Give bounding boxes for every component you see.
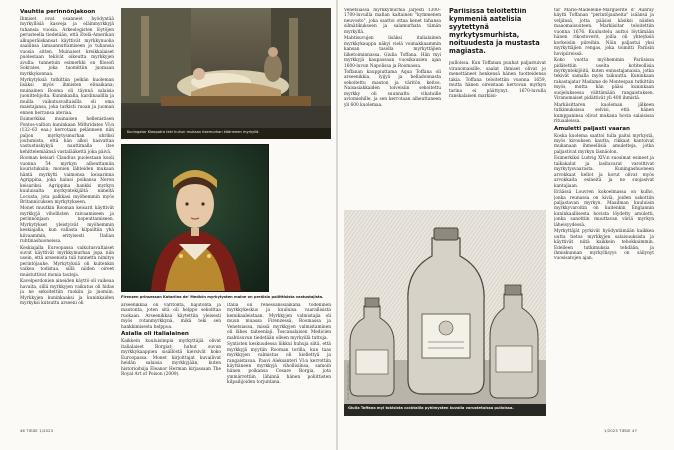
paragraph: Myrkyttäjät pyrkivät hyödyntämään kaikkea uutta tietoa myrkkyjen salaisuuksista ja käyttivät niitä kaikkein tehokkaimmin. Edelleen tutkimuksia tehdään, ja ihmiskunnan myrkyllisyys on säilynyt vuosisatojen ajan. [554,229,654,262]
paragraph: Venetsiassa myrkkymurhia järjesti 1300–1700-luvuilla mafian kaltainen "kymmenen neuvosto", joka saattoi ottaa kenet tahansa silmätikukseen ja salamurhata tämän myrkyllä. [344,8,441,35]
paragraph: Markiisittaren kuoleman jälkeen tutkimuksissa selvisi, että hänen kumppaninsa olivat mukana hovin salaisissa rituaaleissa. [554,102,654,125]
figure-caption: Giulia Toffana myi tokisista cocktailia pyhimysten kuvalla varustetuissa pulloissa. [348,406,514,410]
section-heading: Amuletti paljasti vaaran [554,125,631,132]
cleopatra-painting-image [121,8,331,139]
paragraph: Myrkytyksiä tutkittiin pelkän kuoleman lisäksi myös ihmisten elinaikana; muinainen Rooma oli täynnä salaisia juonittelijoita. Kuninkaalla, kardinaalilla ja muilla vaikutusvaltaisilla oli oma maistajansa, joka tarkisti ruoan ja juoman ennen herransa ateriaa. [20,77,114,116]
pull-quote: Pariisissa teloitettiin kymmeniä aatelisia syytettynä myrkytysmurhista, noituudesta ja mustasta magiasta. [449,8,540,55]
paragraph: tar Marie-Madeleine-Marguerite d' Aubray käytti Toffanan "perintöjauheita" isäänsä ja veljiinsä, jotta pääsisi käsiksi näiden maaomaisuuteen. Markiisitar teloitettiin vuonna 1676. Kuulustelu auttoi löytämään hänen rikostoverit, joilla oli yhteyksiä korkeisiin piireihin. Näin paljastui yksi myrkyttäjien rengas, joka toimitti Pariisin hovipiireissä. [554,8,654,57]
paragraph: Eräässä Louvren kokoelmassa on kulho, jonka reunassa on kiviä, joiden uskottiin paljastavan myrkyn. Maailman kuuluisin myrkkyvaroitin on kuitenkin Englannin kuninkaallisesta hovista löydetty amuletti, jonka sanottiin muuttavan väriä myrkyn läheisyydessä. [554,190,654,228]
figure-caption: Firenzen prinsessan Katariina de' Medicin myrkytysten maine on peräisin poliittisista vastustajista. [121,295,324,299]
paragraph: Kavelperdonien aineiden käyttö oli vaikeaa havaita, sillä myrkkyjen vaikutus oli hidas ja ne sekoitettiin ruokiin ja juomiin. Myrkkyjen kuninkaaksi ja kuninkaiden myrkyksi kutsuttu arseeni oli [20,279,114,307]
medici-portrait [121,144,269,292]
page-number-right: 1/2023 TIEDE 47 [604,429,638,433]
section-heading: Vauhtia perinnönjakoon [20,9,96,15]
paragraph: Esimerkiksi Ludvig XIV:n suosimat esineet ja taikakalut ja lasitavarat varoittivat myrkytysvaarasta. Kuningashuoneen arvokkaat kellot ja korut olivat myös arvokkaita esineitä ja ne suojasivat kantajiaan. [554,156,654,189]
paragraph: arseenikkaa oli väritöntä, hajutonta ja mautonta, joten sitä oli helppo sekoittaa ruokaan. Arseenikkaa käytettiin yleisesti myös rotanmyrkkynä, mikä teki sen hankkimisesta helppoa. [121,303,221,330]
right-column-2 [449,8,546,210]
page-gutter [336,0,338,450]
paragraph: Kaikkein kuuluisimpia myrkyttäjiä olivat italialaiset Borgiat; huhut suvun myrkkykaappien sisällöstä kiersivät koko Euroopassa. Monet kirjoittajat kuvailivat heidän salaisia myrkkyjään, kuten historioitsija Eleanor Herman kirjassaan The Royal Art of Poison (2009). [121,339,221,377]
paragraph: pulloissa. Kun Toffanan puuhat paljastuivat viranomaisille, saalat ihmiset olivat jo menettäneet henkensä hänen tuotteidensa takia. Toffana teloitettiin vuonna 1659, mutta hänen oireistaan kertovan myrkyn tarina ei päättynyt. 1670-luvulla ranskalaisen markiisi- [449,61,546,100]
paragraph: Koska kuolema saattoi tulla paitsi myrkystä, myös kirouksen kautta, rikkaat kantoivat mukanaan ihmeellisiä amuletteja, jotka paljastivat myrkyn läsnäolon. [554,133,654,155]
paragraph: Keskiajalla Euroopassa vaikutusvaltaiset suvut käyttivät myrkkymurhaa jopa niin usein, että arseenista tuli tunnettu nimitys perintöjauhe. Myrkytyksiä oli kuitenkin vaikea todistaa, sillä niiden oireet muistuttivat monia tauteja. [20,245,114,278]
right-column-3 [554,8,654,422]
right-column-1 [344,8,441,210]
photo-credit: Kuvat: Wikimedia Commons [347,363,350,400]
left-column-1 [20,8,114,422]
toffana-bottles-engraving [344,210,546,416]
paragraph: Italia oli renessanssiaikana todellinen myrkkykeskus ja kuuluisa vaarallisista kemikaaleistaan. Myrkkyjen valmistajia oli muun muassa Firenzessä, Roomassa ja Venetsiassa, missä myrkkyjen valmistaminen oli lähes taiteenlaji. Toscanalaisen Medicien mahtisuvun tiedetään olleen myrkyillä tuttuja. [227,303,331,341]
paragraph: Koko vuotta myöhemmin Pariisissa pidätettiin useita kotiteollisia myrkyntekijöitä, kuten ennustajanaisia, jotka tekivät samalla myös taikuutta. Kuninkaan rakastajatar Madame de Montespan tutkittiin myös, mutta hän pääsi kuninkaan suojeluksessa välttämään rangaistuksen. Viranomaiset pidättivät yli 400 ihmistä. [554,58,654,102]
paragraph: Mahtisuvujen lisäksi italialainen myrkkykauppa näkyi vielä voimakkaammin kansan tasolla myrkyttäjien liiketoiminnassa. Giulia Toffana. Hän myi myrkkyjä kaupassaan vuosikausien ajan 1600-luvun Napolissa ja Roomassa. [344,36,441,69]
figure-caption: Kuningatar Kleopatra teki huhun mukaan itsemurhan käärmeen myrkyllä. [127,130,260,134]
paragraph: Esimerkiksi muinaisen hellenistisen Pontos-valtion kuninkaan Mithridates VI:n (132–63 eaa.) kerrotaan pelänneen niin paljon myrkytysmurhan uhriksi joutumista, että hän alkoi kasvattaa vastustuskykyä nauttimalla itse kehittelemäänsä vastalääkettä joka päivä. [20,117,114,155]
toffana-bottles-image [344,210,546,416]
left-column-3 [227,303,331,425]
page-number-left: 46 TIEDE 1/2023 [20,429,54,433]
paragraph: Syntisten keskuudessa liikkui huhuja siitä, että myrkkyjä myytiin Rooman torilla, kun taas myrkkyjen valmistus oli kiellettyä ja rangaistavaa. Paavi Aleksanteri VI:n kerrottiin käyttäneen myrkkyjä vihollisiinsa, samoin hänen poikansa Cesare Borgia, jota ymmärrettiin lähinnä hänen poliittisten kilpailijoiden torjuntana. [227,342,331,386]
section-heading: Asialla oli italialainen [121,331,189,338]
cleopatra-painting [121,8,331,139]
paragraph: Toffanan kauppiuttama Aqua Toffana oli arseenikkia, lyijyä ja belladonnasta sekoitettu mauton ja väritön keitos. Naisasiakkaiden toiveisiin sekoitettu myrkky oli suunnattu vihatuille aviomiehille, ja sen kerrotaan aiheuttaneen yli 600 kuolemaa. [344,69,441,108]
paragraph: Rooman keisari Claudius puolestaan kuoli vuonna 54 myrkyn aiheuttamiin kouristuksiin; monien lähteiden mukaan häntä myrkytti vaimonsa keisarinna Agrippina, joka halusi poikansa Neron keisariksi. Agrippina hankki myrkyn kuuluisalta myrkyntekijältä nimeltä Locusta, jota palkkasi myöhemmin myös Britannicuksen myrkytykseen. [20,156,114,205]
paragraph: Monet muutkin Rooman keisarit käyttivät myrkkyjä vihollisten raivaamiseen ja perinnönjaon nopeuttamiseen. Myrkytykset yleistyivät myöhemmin keskiajalla, kun vallasta kilpailtiin yhä kiivaammin, erityisesti Italian ruhtinashuoneissa. [20,206,114,245]
medici-portrait-image [121,144,269,292]
paragraph: Ihmiset ovat osanneet hyödyntää myrkyllisiä kasveja ja eläinmyrkkyjä tuhansia vuosia. Arkeologisten löytöjen perusteella tiedetään, että Etelä-Amerikan alkuperäiskansat käyttivät myrkkynuolia saaliinsa lamaannuttamiseen jo tuhansia vuosia sitten. Muinaiset kreikkalaiset puolestaan tekivät oikeutta myrkkyjen avulla: tunnetuin esimerkki on filosofi Sokrates, joka tuomittiin juomaan myrkkykonnaa. [20,17,114,77]
left-column-2 [121,303,221,425]
